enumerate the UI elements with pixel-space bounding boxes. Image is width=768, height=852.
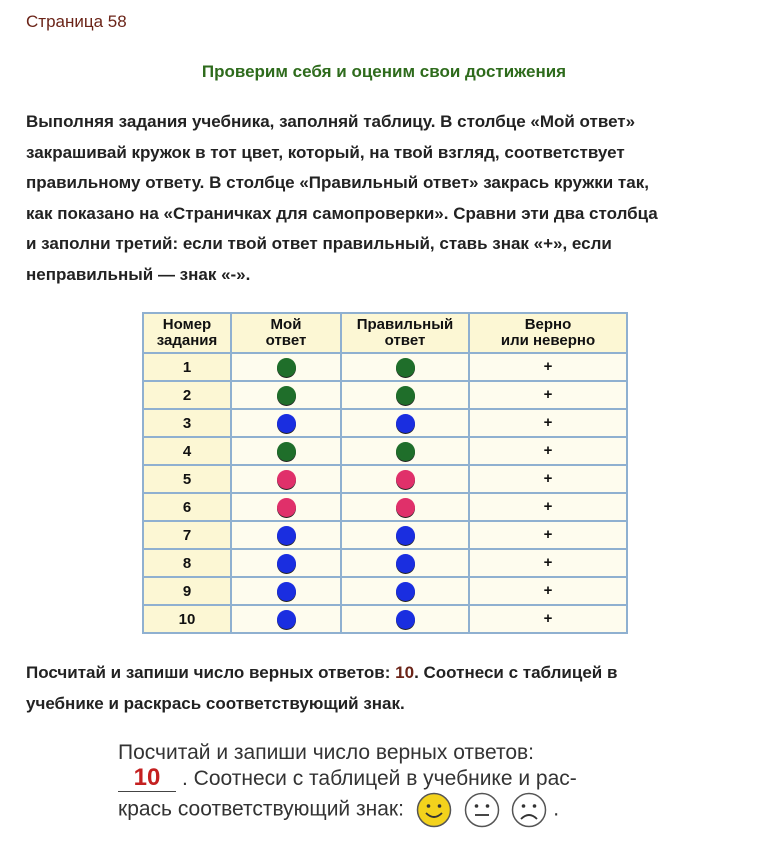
excerpt-period: .: [553, 797, 560, 821]
correct-answer-cell: [341, 353, 469, 381]
table-row: [143, 381, 627, 409]
my-answer-cell: [231, 549, 341, 577]
header-text: Номер: [162, 316, 212, 333]
instructions-line: и заполни третий: если твой ответ правильный, ставь знак «+», если: [26, 234, 612, 253]
header-text: Правильный: [356, 316, 454, 333]
happy-face-icon: [416, 792, 452, 828]
table-body: [143, 353, 627, 633]
excerpt-text: . Соотнеси с таблицей в учебнике и рас-: [182, 767, 577, 790]
correct-answer-dot: [396, 582, 415, 601]
excerpt-line: Посчитай и запиши число верных ответов:: [118, 741, 534, 764]
table-row: [143, 353, 627, 381]
verdict-mark: +: [469, 465, 627, 493]
task-number: 4: [143, 437, 231, 465]
correct-answer-dot: [396, 554, 415, 573]
handwritten-answer: 10: [133, 764, 161, 791]
task-number: 9: [143, 577, 231, 605]
my-answer-cell: [231, 605, 341, 633]
verdict-mark: +: [469, 577, 627, 605]
header-text: Верно: [524, 316, 572, 333]
my-answer-cell: [231, 465, 341, 493]
task-number: 3: [143, 409, 231, 437]
correct-answer-dot: [396, 442, 415, 461]
my-answer-cell: [231, 521, 341, 549]
my-answer-cell: [231, 409, 341, 437]
correct-answer-dot: [396, 498, 415, 517]
correct-answer-dot: [396, 470, 415, 489]
my-answer-dot: [277, 470, 296, 489]
header-text: задания: [156, 332, 218, 349]
verdict-mark: +: [469, 493, 627, 521]
verdict-mark: +: [469, 605, 627, 633]
my-answer-dot: [277, 386, 296, 405]
table-row: [143, 437, 627, 465]
table-row: [143, 409, 627, 437]
correct-answer-cell: [341, 381, 469, 409]
task-number: 2: [143, 381, 231, 409]
header-correct-answer: [341, 313, 469, 353]
textbook-excerpt: [118, 740, 678, 828]
verdict-mark: +: [469, 521, 627, 549]
task-number: 6: [143, 493, 231, 521]
header-text: ответ: [384, 332, 426, 349]
verdict-mark: +: [469, 409, 627, 437]
correct-answer-cell: [341, 549, 469, 577]
table-row: [143, 465, 627, 493]
sad-face-icon: [511, 792, 547, 828]
my-answer-dot: [277, 414, 296, 433]
section-heading: Проверим себя и оценим свои достижения: [201, 62, 567, 81]
verdict-mark: +: [469, 549, 627, 577]
table-header-row: [143, 313, 627, 353]
my-answer-dot: [277, 554, 296, 573]
correct-answer-cell: [341, 605, 469, 633]
task-number: 7: [143, 521, 231, 549]
correct-answer-dot: [396, 526, 415, 545]
instructions-line: неправильный — знак «-».: [26, 264, 251, 284]
my-answer-dot: [277, 526, 296, 545]
excerpt-line: [118, 765, 678, 792]
my-answer-cell: [231, 381, 341, 409]
excerpt-text: крась соответствующий знак:: [118, 797, 404, 821]
task-number: 8: [143, 549, 231, 577]
my-answer-cell: [231, 353, 341, 381]
table-row: [143, 549, 627, 577]
correct-answer-cell: [341, 409, 469, 437]
instructions-line: правильному ответу. В столбце «Правильный ответ» закрась кружки так,: [26, 173, 649, 192]
table-row: [143, 577, 627, 605]
my-answer-dot: [277, 358, 296, 377]
task-number: 1: [143, 353, 231, 381]
my-answer-dot: [277, 582, 296, 601]
instructions-text: [26, 107, 746, 290]
instructions-line: как показано на «Страничках для самопроверки». Сравни эти два столбца: [26, 203, 658, 223]
table-row: [143, 605, 627, 633]
table-row: [143, 493, 627, 521]
count-line: учебнике и раскрась соответствующий знак.: [26, 693, 405, 713]
answer-blank: [118, 765, 176, 792]
count-value: 10: [395, 663, 415, 682]
header-my-answer: [231, 313, 341, 353]
my-answer-cell: [231, 437, 341, 465]
correct-answer-dot: [396, 386, 415, 405]
verdict-mark: +: [469, 381, 627, 409]
correct-answer-cell: [341, 521, 469, 549]
correct-answer-dot: [396, 414, 415, 433]
count-line: [26, 658, 746, 689]
correct-answer-cell: [341, 493, 469, 521]
task-number: 10: [143, 605, 231, 633]
header-task-number: [143, 313, 231, 353]
my-answer-dot: [277, 610, 296, 629]
correct-answer-cell: [341, 437, 469, 465]
excerpt-line: [118, 792, 678, 828]
my-answer-cell: [231, 493, 341, 521]
header-text: или неверно: [500, 332, 596, 349]
correct-answer-dot: [396, 610, 415, 629]
correct-answer-cell: [341, 577, 469, 605]
task-number: 5: [143, 465, 231, 493]
answers-table: [142, 312, 628, 634]
count-text-post: . Соотнеси с таблицей в: [414, 663, 618, 682]
my-answer-dot: [277, 442, 296, 461]
my-answer-dot: [277, 498, 296, 517]
count-text-pre: Посчитай и запиши число верных ответов:: [26, 663, 396, 682]
header-text: ответ: [265, 332, 307, 349]
neutral-face-icon: [464, 792, 500, 828]
verdict-mark: +: [469, 353, 627, 381]
correct-answer-cell: [341, 465, 469, 493]
verdict-mark: +: [469, 437, 627, 465]
header-verdict: [469, 313, 627, 353]
page-number: Страница 58: [26, 12, 127, 31]
my-answer-cell: [231, 577, 341, 605]
instructions-line: закрашивай кружок в тот цвет, который, на твой взгляд, соответствует: [26, 142, 625, 162]
table-row: [143, 521, 627, 549]
correct-answer-dot: [396, 358, 415, 377]
instructions-line: Выполняя задания учебника, заполняй таблицу. В столбце «Мой ответ»: [26, 112, 636, 131]
header-text: Мой: [270, 316, 302, 333]
count-instruction: [26, 658, 746, 719]
